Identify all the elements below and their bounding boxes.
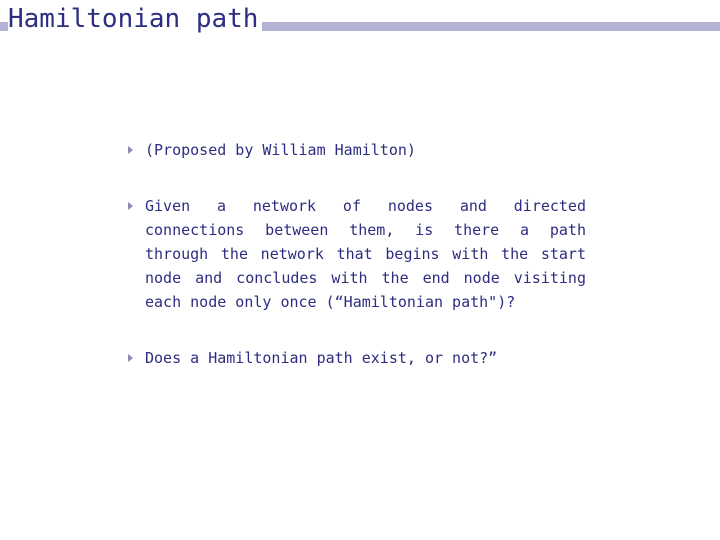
bullet-text: Given a network of nodes and directed connections between them, is there a path through the network that begins with the start node and concludes with the end node visiting each node only once (“Hamiltonian path")? bbox=[145, 197, 586, 311]
slide-title-text: Hamiltonian path bbox=[8, 4, 262, 34]
triangle-right-icon bbox=[128, 354, 133, 362]
triangle-right-icon bbox=[128, 202, 133, 210]
bullet-list bbox=[124, 138, 586, 370]
bullet-text: Does a Hamiltonian path exist, or not?” bbox=[145, 349, 498, 367]
bullet-item bbox=[124, 194, 586, 314]
bullet-item bbox=[124, 346, 586, 370]
bullet-item bbox=[124, 138, 586, 162]
bullet-text: (Proposed by William Hamilton) bbox=[145, 141, 416, 159]
triangle-right-icon bbox=[128, 146, 133, 154]
slide-title bbox=[8, 2, 262, 36]
